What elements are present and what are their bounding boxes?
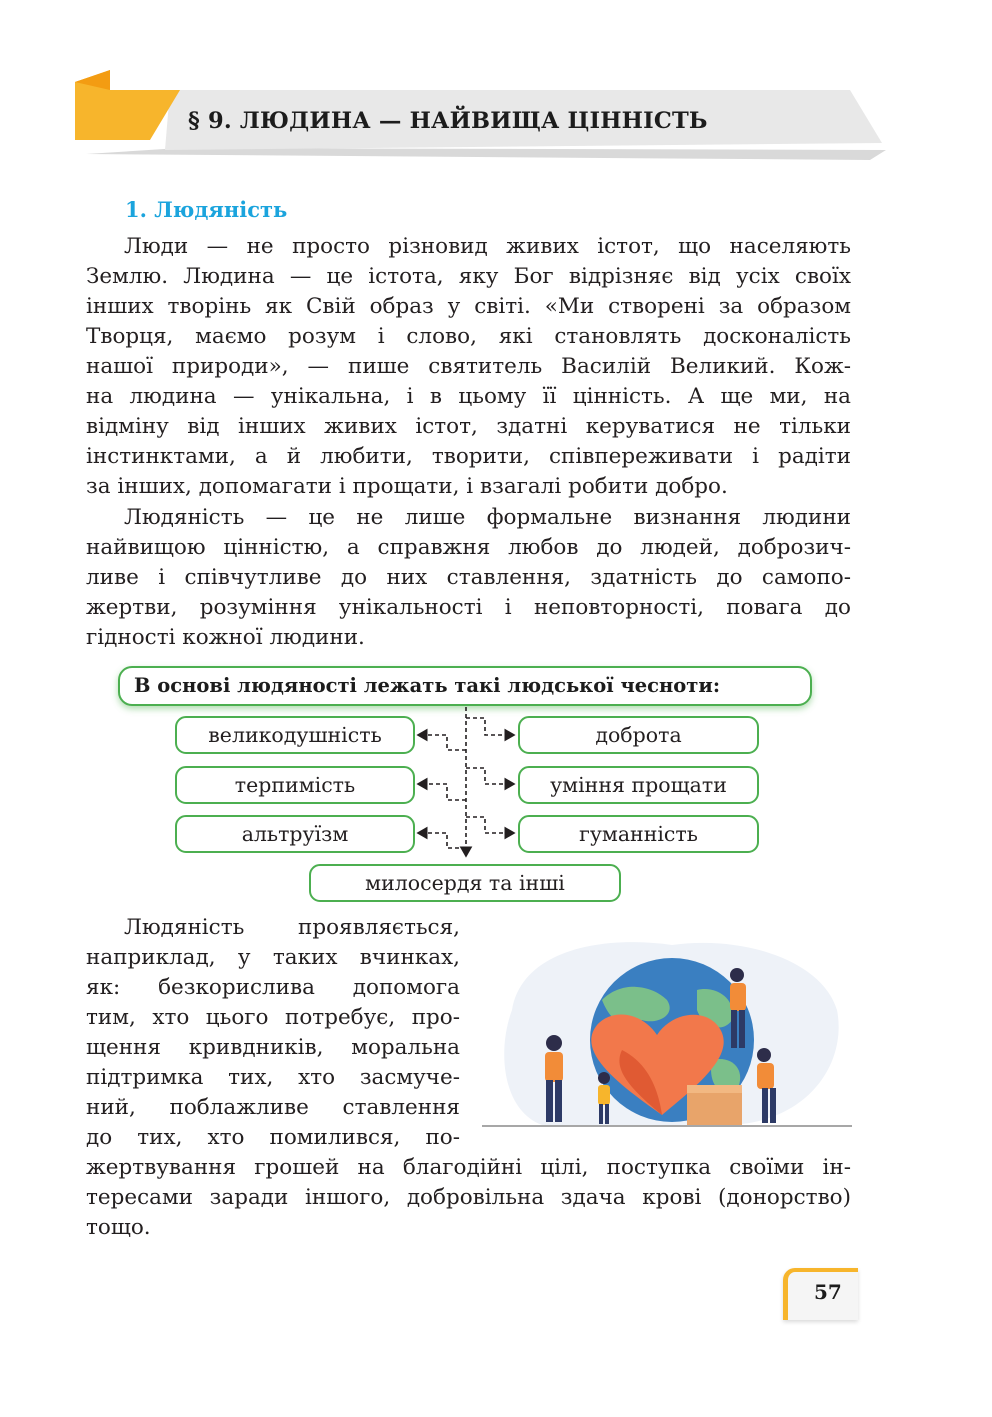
text-line: Землю. Людина — це істота, яку Бог відрізняє від усіх своїх — [86, 264, 851, 289]
text-line: Люди — не просто різновид живих істот, що населяють — [124, 234, 851, 259]
text-line: підтримка тих, хто засмуче- — [86, 1065, 460, 1090]
text-line: щення кривдників, моральна — [86, 1035, 460, 1060]
text-line: Людяність — це не лише формальне визнання людини — [124, 505, 851, 530]
page-number-tab — [783, 1268, 858, 1320]
text-line: Творця, маємо розум і слово, які становлять досконалість — [86, 324, 851, 349]
text-line: жертви, розуміння унікальності і неповторності, повага до — [86, 595, 851, 620]
text-line: відміну від інших живих істот, здатні керуватися не тільки — [86, 414, 851, 439]
text-line: ливе і співчутливе до них ставлення, здатність до самопо- — [86, 565, 851, 590]
virtue-forgiveness: уміння прощати — [518, 766, 759, 804]
text-line: як: безкорислива допомога — [86, 975, 460, 1000]
virtue-altruism: альтруїзм — [175, 815, 415, 853]
text-line: за інших, допомагати і прощати, і взагалі робити добро. — [86, 474, 728, 499]
text-line: на людина — унікальна, і в цьому її цінність. А ще ми, на — [86, 384, 851, 409]
virtue-magnanimity: великодушність — [175, 716, 415, 754]
text-line: гідності кожної людини. — [86, 625, 365, 650]
text-line: тим, хто цього потребує, про- — [86, 1005, 460, 1030]
text-line: тересами заради іншого, добровільна здача крові (донорство) — [86, 1185, 851, 1210]
page-number: 57 — [814, 1280, 842, 1304]
virtues-scheme-title: В основі людяності лежать такі людської чесноти: — [134, 674, 721, 697]
virtues-scheme-title-box — [118, 666, 812, 706]
text-line: до тих, хто помилився, по- — [86, 1125, 460, 1150]
virtue-tolerance: терпимість — [175, 766, 415, 804]
virtue-mercy-and-others: милосердя та інші — [309, 864, 621, 902]
text-line: жертвування грошей на благодійні цілі, поступка своїми ін- — [86, 1155, 851, 1180]
text-line: інших творінь як Свій образ у світі. «Ми створені за образом — [86, 294, 851, 319]
text-line: інстинктами, а й любити, творити, співпереживати і радіти — [86, 444, 851, 469]
header-band-shape — [0, 0, 992, 175]
chapter-header — [0, 0, 992, 175]
globe-heart-volunteers-illustration — [482, 930, 852, 1135]
virtue-humanity: гуманність — [518, 815, 759, 853]
text-line: нашої природи», — пише святитель Василій Великий. Кож- — [86, 354, 851, 379]
text-line: ний, поблажливе ставлення — [86, 1095, 460, 1120]
text-line: найвищою цінністю, а справжня любов до людей, доброзич- — [86, 535, 851, 560]
page-title: § 9. ЛЮДИНА — НАЙВИЩА ЦІННІСТЬ — [188, 108, 708, 134]
text-line: тощо. — [86, 1215, 151, 1240]
text-line: наприклад, у таких вчинках, — [86, 945, 460, 970]
virtue-kindness: доброта — [518, 716, 759, 754]
section-heading: 1. Людяність — [125, 197, 288, 222]
text-line: Людяність проявляється, — [124, 915, 460, 940]
